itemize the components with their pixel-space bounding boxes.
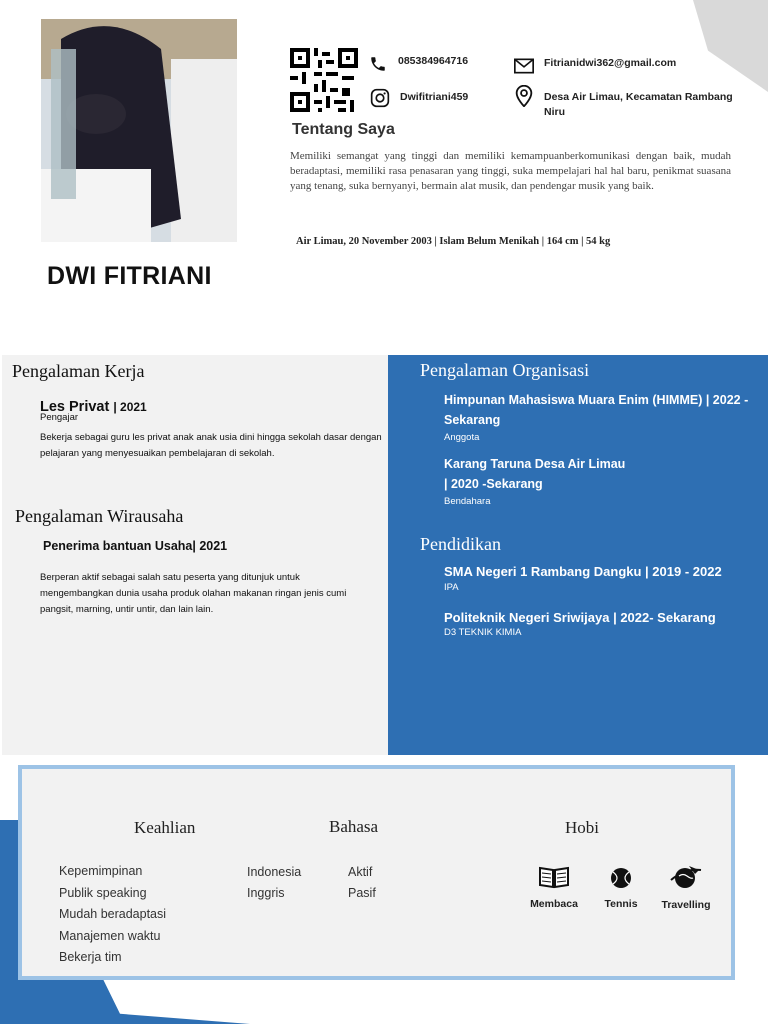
profile-photo xyxy=(41,19,237,242)
work-section-title: Pengalaman Kerja xyxy=(12,361,145,381)
organization-item-name: Himpunan Mahasiswa Muara Enim (HIMME) | 2022 - Sekarang xyxy=(444,393,749,427)
hobby-tennis xyxy=(586,867,656,910)
qr-code xyxy=(290,48,358,112)
skill-item: Mudah beradaptasi xyxy=(59,907,167,921)
hobby-label: Membaca xyxy=(530,898,578,910)
organization-item-role: Bendahara xyxy=(444,496,491,507)
language-name: Inggris xyxy=(247,886,285,900)
phone-icon xyxy=(368,54,388,74)
personal-info: Air Limau, 20 November 2003 | Islam Belum Menikah | 164 cm | 54 kg xyxy=(296,236,611,247)
work-job-year: | 2021 xyxy=(113,400,147,414)
hobby-travelling xyxy=(651,864,721,911)
education-section-title: Pendidikan xyxy=(420,534,501,554)
work-job-desc: Bekerja sebagai guru les privat anak anak usia dini hingga sekolah dasar dengan pelajaran yang menyesuaikan pembelajaran di sekolah. xyxy=(40,432,382,459)
skills-title: Keahlian xyxy=(134,818,196,837)
language-name: Indonesia xyxy=(247,865,302,879)
entrepreneur-job-desc: Berperan aktif sebagai salah satu peserta yang ditunjuk untuk mengembangkan dunia usaha produk olahan makanan ringan jenis cumi pangsit, marning, untir untir, dan lain lain. xyxy=(40,572,347,615)
skill-item: Manajemen waktu xyxy=(59,929,161,943)
instagram-handle: Dwifitriani459 xyxy=(400,91,469,103)
education-item-name: SMA Negeri 1 Rambang Dangku | 2019 - 2022 xyxy=(444,564,722,579)
contact-instagram[interactable] xyxy=(370,88,468,108)
contact-email[interactable] xyxy=(514,56,676,76)
skill-item: Publik speaking xyxy=(59,886,147,900)
contact-address xyxy=(514,86,754,120)
book-icon xyxy=(519,865,589,894)
education-item-major: D3 TEKNIK KIMIA xyxy=(444,627,522,638)
hobby-label: Tennis xyxy=(604,898,638,910)
contact-phone[interactable] xyxy=(368,54,468,74)
phone-number: 085384964716 xyxy=(398,55,469,67)
about-text: Memiliki semangat yang tinggi dan memiliki kemampuanberkomunikasi dengan baik, mudah beradaptasi, memiliki rasa penasaran yang tinggi, suka mempelajari hal hal baru, penikmat suasana yang tenang, suka bernyanyi, bermain alat musik, dan pendengar musik yang baik. xyxy=(290,150,731,192)
full-name: DWI FITRIANI xyxy=(47,262,212,290)
education-item-major: IPA xyxy=(444,582,459,593)
hobby-reading xyxy=(519,865,589,910)
email-address: Fitrianidwi362@gmail.com xyxy=(544,57,677,69)
instagram-icon xyxy=(370,88,390,108)
languages-title: Bahasa xyxy=(329,817,379,836)
work-job-role: Pengajar xyxy=(40,412,79,423)
tennis-ball-icon xyxy=(586,867,656,894)
organization-section-title: Pengalaman Organisasi xyxy=(420,360,590,380)
skill-item: Bekerja tim xyxy=(59,950,122,964)
language-level: Aktif xyxy=(348,865,373,879)
address-text: Desa Air Limau, Kecamatan Rambang Niru xyxy=(544,91,733,118)
organization-item-name: Karang Taruna Desa Air Limau | 2020 -Sekarang xyxy=(444,457,626,491)
hobby-label: Travelling xyxy=(661,899,711,911)
language-level: Pasif xyxy=(348,886,376,900)
organization-item-role: Anggota xyxy=(444,432,480,443)
entrepreneur-section-title: Pengalaman Wirausaha xyxy=(15,506,184,526)
airplane-globe-icon xyxy=(651,864,721,895)
entrepreneur-job-title: Penerima bantuan Usaha| 2021 xyxy=(43,539,228,553)
hobbies-title: Hobi xyxy=(565,818,599,837)
top-right-decoration xyxy=(693,0,768,92)
about-title: Tentang Saya xyxy=(292,121,395,138)
mail-icon xyxy=(514,56,534,76)
skill-item: Kepemimpinan xyxy=(59,864,143,878)
education-item-name: Politeknik Negeri Sriwijaya | 2022- Sekarang xyxy=(444,610,716,625)
location-pin-icon xyxy=(514,86,534,106)
work-job-name: Les Privat xyxy=(40,399,114,415)
